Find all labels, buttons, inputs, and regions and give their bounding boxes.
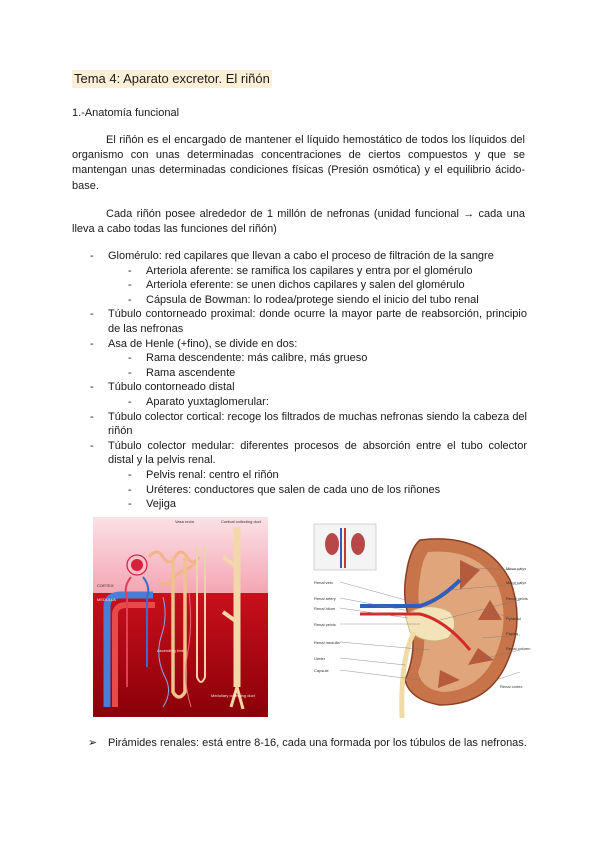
- label-ureter: Ureter: [314, 656, 326, 661]
- document-title: Tema 4: Aparato excretor. El riñón: [74, 71, 270, 86]
- list-item-text: Túbulo colector medular: diferentes procesos de absorción entre el tubo colector distal y la pelvis renal.: [108, 439, 527, 467]
- sub-list-item: - Arteriola eferente: se unen dichos capilares y salen del glomérulo: [108, 278, 527, 293]
- paragraph-2-text: Cada riñón posee alrededor de 1 millón de nefronas (unidad funcional → cada una lleva a cabo todas las funciones del riñón): [72, 208, 525, 236]
- label-cortex: CORTEX: [97, 583, 114, 588]
- label-renal-vein: Renal vein: [314, 580, 333, 585]
- label-minor-calyx: Minor calyx: [506, 566, 527, 571]
- label-papilla: Papilla: [506, 631, 519, 636]
- list-item: [72, 439, 527, 512]
- nephron-list: [72, 249, 527, 512]
- bottom-list-item: ➢ Pirámides renales: está entre 8-16, cada una formada por los túbulos de las nefronas.: [72, 736, 527, 751]
- label-renal-column: Renal column: [506, 646, 531, 651]
- list-item-text: Túbulo contorneado proximal: donde ocurre la mayor parte de reabsorción, principio de las nefronas: [108, 308, 527, 335]
- sub-list-item: - Uréteres: conductores que salen de cada uno de los riñones: [108, 483, 527, 498]
- paragraph-1-text: El riñón es el encargado de mantener el líquido hemostático de todos los líquidos del organismo con unas determinadas concentraciones de ciertos compuestos y que se mantengan unas determinadas condiciones físicas (Presión osmótica) y el equilibrio ácido-base.: [72, 134, 525, 192]
- sub-list-item: - Aparato yuxtaglomerular:: [108, 395, 527, 410]
- label-medullary-collecting-duct: Medullary collecting duct: [211, 693, 255, 698]
- paragraph-1: [72, 133, 525, 194]
- sub-list: [108, 351, 527, 380]
- paragraph-2: [72, 207, 525, 237]
- sub-list-item: - Rama descendente: más calibre, más grueso: [108, 351, 527, 366]
- list-item: [72, 249, 527, 307]
- nephron-diagram: [93, 517, 268, 717]
- sub-list-item: - Arteriola aferente: se ramifica los capilares y entra por el glomérulo: [108, 264, 527, 279]
- list-item: [72, 410, 527, 439]
- label-pyramid: Pyramid: [506, 616, 521, 621]
- label-capsule: Capsule: [314, 668, 329, 673]
- list-item-text: Glomérulo: red capilares que llevan a cabo el proceso de filtración de la sangre: [108, 250, 494, 262]
- label-medulla: MEDULLA: [97, 597, 116, 602]
- label-renal-hilum: Renal hilum: [314, 606, 336, 611]
- kidney-section-diagram: [310, 520, 533, 718]
- sub-list-item: - Pelvis renal: centro el riñón: [108, 468, 527, 483]
- label-major-calyx: Major calyx: [506, 580, 527, 585]
- label-renal-cortex: Renal cortex: [500, 684, 523, 689]
- label-renal-medulla: Renal medulla: [314, 640, 340, 645]
- label-vasa-recta: Vasa recta: [175, 519, 194, 524]
- sub-list-item: - Rama ascendente: [108, 366, 527, 381]
- list-item-text: Asa de Henle (+fino), se divide en dos:: [108, 337, 298, 350]
- section-heading: 1.-Anatomía funcional: [72, 107, 180, 119]
- bottom-list: [72, 736, 527, 751]
- list-item-text: Túbulo colector cortical: recoge los filtrados de muchas nefronas siendo la cabeza del riñón: [108, 410, 527, 438]
- sub-list-item: - Cápsula de Bowman: lo rodea/protege siendo el inicio del tubo renal: [108, 293, 527, 308]
- label-ascending-limb: Ascending limb: [157, 648, 185, 653]
- label-cortical-collecting-duct: Cortical collecting duct: [221, 519, 262, 524]
- list-item-text: Túbulo contorneado distal: [108, 381, 235, 394]
- sub-list-item: - Vejiga: [108, 497, 527, 512]
- list-item: [72, 380, 527, 409]
- label-renal-artery: Renal artery: [314, 596, 336, 601]
- list-item: [72, 337, 527, 381]
- list-item: [72, 307, 527, 336]
- cortex-region: [93, 517, 268, 593]
- sub-list: [108, 468, 527, 512]
- label-renal-pelvis-right: Renal pelvis: [506, 596, 528, 601]
- label-renal-pelvis-left: Renal pelvis: [314, 622, 336, 627]
- sub-list: [108, 395, 527, 410]
- sub-list: [108, 264, 527, 308]
